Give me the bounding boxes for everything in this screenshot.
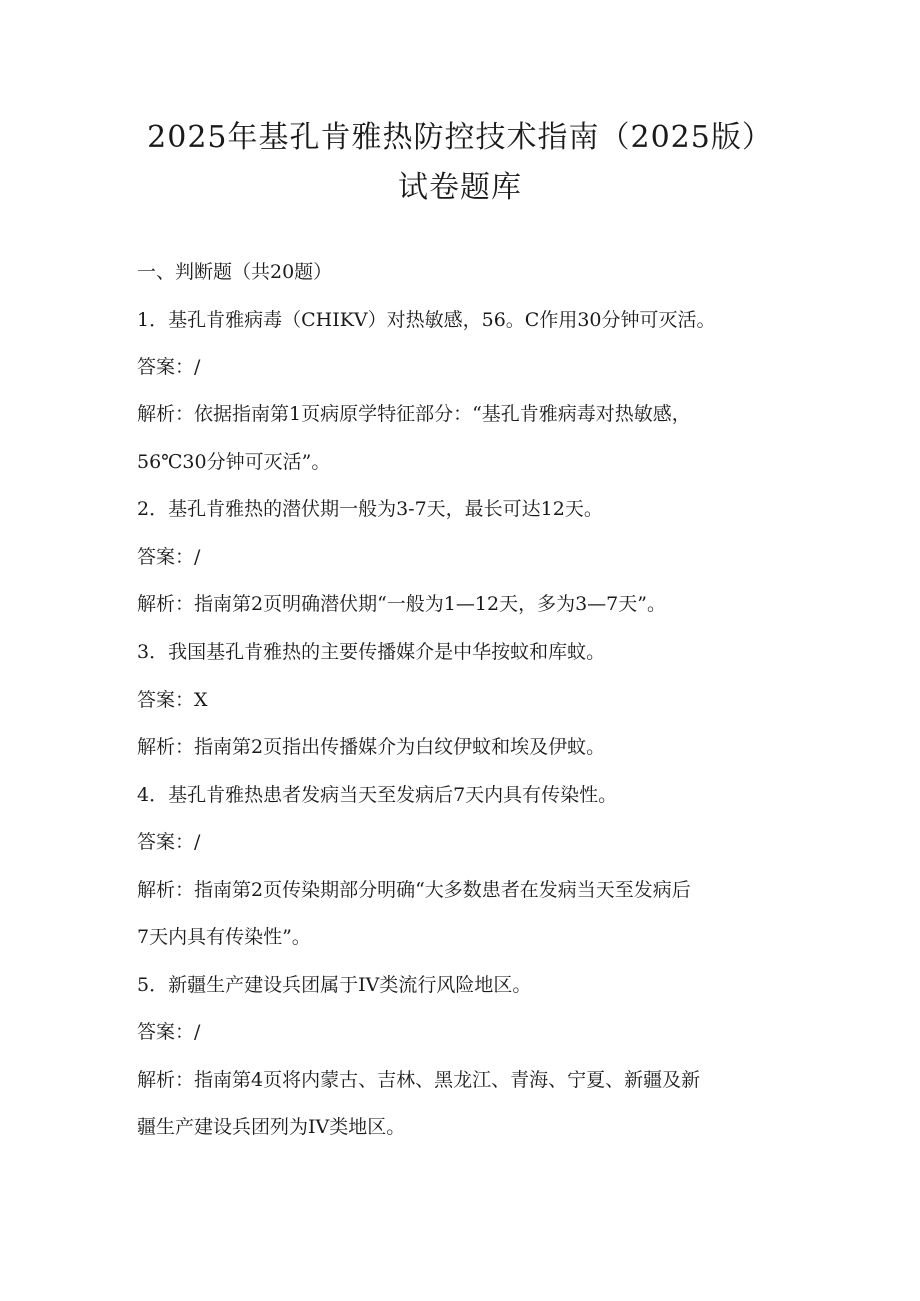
answer-1: 答案：/ bbox=[137, 356, 201, 378]
question-2: 2．基孔肯雅热的潜伏期一般为3-7天，最长可达12天。 bbox=[137, 498, 603, 520]
explanation-1-cont: 56℃30分钟可灭活”。 bbox=[137, 451, 331, 473]
explanation-2: 解析：指南第2页明确潜伏期“一般为1—12天，多为3—7天”。 bbox=[137, 593, 666, 615]
section-heading: 一、判断题（共20题） bbox=[137, 261, 333, 283]
answer-3: 答案：X bbox=[137, 689, 208, 711]
question-5: 5．新疆生产建设兵团属于IV类流行风险地区。 bbox=[137, 974, 532, 996]
explanation-1: 解析：依据指南第1页病原学特征部分：“基孔肯雅病毒对热敏感， bbox=[137, 403, 691, 425]
document-subtitle: 试卷题库 bbox=[398, 170, 522, 205]
document-title: 2025年基孔肯雅热防控技术指南（2025版） bbox=[147, 120, 773, 155]
question-1: 1．基孔肯雅病毒（CHIKV）对热敏感，56。C作用30分钟可灭活。 bbox=[137, 309, 716, 331]
explanation-5: 解析：指南第4页将内蒙古、吉林、黑龙江、青海、宁夏、新疆及新 bbox=[137, 1069, 701, 1091]
answer-2: 答案：/ bbox=[137, 546, 201, 568]
question-4: 4．基孔肯雅热患者发病当天至发病后7天内具有传染性。 bbox=[137, 784, 618, 806]
explanation-4: 解析：指南第2页传染期部分明确“大多数患者在发病当天至发病后 bbox=[137, 879, 691, 901]
explanation-5-cont: 疆生产建设兵团列为IV类地区。 bbox=[137, 1116, 406, 1138]
answer-5: 答案：/ bbox=[137, 1021, 201, 1043]
explanation-4-cont: 7天内具有传染性”。 bbox=[137, 926, 311, 948]
answer-4: 答案：/ bbox=[137, 831, 201, 853]
question-3: 3．我国基孔肯雅热的主要传播媒介是中华按蚊和库蚊。 bbox=[137, 641, 606, 663]
explanation-3: 解析：指南第2页指出传播媒介为白纹伊蚊和埃及伊蚊。 bbox=[137, 736, 606, 758]
